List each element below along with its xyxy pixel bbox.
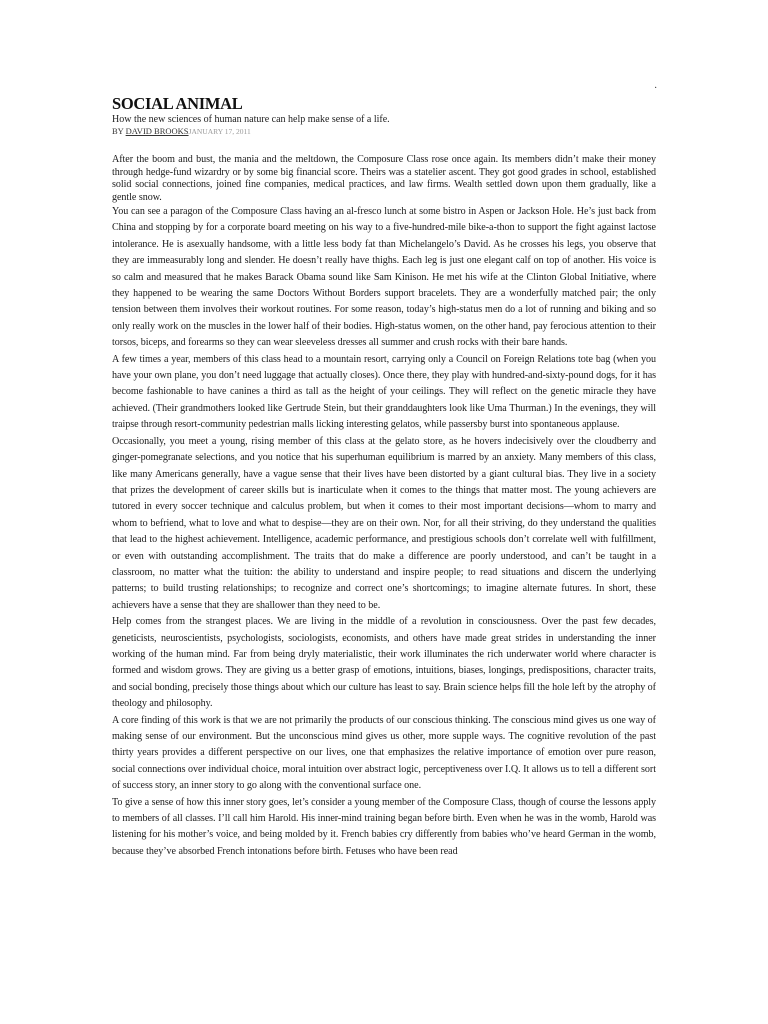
byline bbox=[112, 126, 656, 137]
body-paragraph: You can see a paragon of the Composure Class having an al-fresco lunch at some bistro in Aspen or Jackson Hole. He’s just back from China and stopping by for a corporate board meeting on his way to a five-hundred-mile bike-a-thon to support the fight against lactose intolerance. He is asexually handsome, with a little less body fat than Michelangelo’s David. As he crosses his legs, you observe that they are immeasurably long and slender. He doesn’t really have thighs. Each leg is just one elegant calf on top of another. His voice is so calm and measured that he makes Barack Obama sound like Sam Kinison. He met his wife at the Clinton Global Initiative, where they happened to be wearing the same Doctors Without Borders support bracelets. They are a wonderfully matched pair; the only tension between them involves their workout routines. For some reason, today’s high-status men do a lot of running and biking and so only really work on the muscles in the lower half of their bodies. High-status women, on the other hand, pay ferocious attention to their torsos, biceps, and forearms so they can wear sleeveless dresses all summer and crush rocks with their bare hands. bbox=[112, 206, 656, 349]
article-page bbox=[112, 94, 656, 860]
publish-date: JANUARY 17, 2011 bbox=[188, 127, 251, 136]
article-body bbox=[112, 154, 656, 860]
body-paragraph: Help comes from the strangest places. We are living in the middle of a revolution in consciousness. Over the past few decades, geneticists, neuroscientists, psychologists, sociologists, economists, and others have made great strides in understanding the inner working of the human mind. Far from being dryly materialistic, their work illuminates the rich underwater world where character is formed and wisdom grows. They are giving us a better grasp of emotions, intuitions, biases, longings, predispositions, character traits, and social bonding, precisely those things about which our culture has least to say. Brain science helps fill the hole left by the atrophy of theology and philosophy. bbox=[112, 616, 656, 710]
body-paragraph: A few times a year, members of this class head to a mountain resort, carrying only a Council on Foreign Relations tote bag (when you have your own plane, you don’t need luggage that actually closes). Once there, they play with hundred-and-sixty-pound dogs, for it has become fashionable to have canines a third as tall as the height of your ceilings. They will reflect on the genetic miracle they have achieved. (Their grandmothers looked like Gertrude Stein, but their granddaughters look like Uma Thurman.) In the evenings, they will traipse through resort-community pedestrian malls licking interesting gelatos, while passersby burst into spontaneous applause. bbox=[112, 353, 656, 431]
byline-prefix: BY bbox=[112, 126, 126, 136]
article-subtitle: How the new sciences of human nature can help make sense of a life. bbox=[112, 114, 390, 125]
article-title: SOCIAL ANIMAL bbox=[112, 94, 243, 113]
body-paragraph: A core finding of this work is that we are not primarily the products of our conscious thinking. The conscious mind gives us one way of making sense of our environment. But the unconscious mind gives us other, more supple ways. The cognitive revolution of the past thirty years provides a different perspective on our lives, one that emphasizes the relative importance of emotion over pure reason, social connections over individual choice, moral intuition over abstract logic, perceptiveness over I.Q. It allows us to tell a different sort of success story, an inner story to go along with the conventional surface one. bbox=[112, 714, 656, 792]
lead-paragraph: After the boom and bust, the mania and the meltdown, the Composure Class rose once again. Its members didn’t make their money through hedge-fund wizardry or by some big financial score. Theirs was a statelier ascent. They got good grades in school, established solid social connections, joined fine companies, medical practices, and law firms. Wealth settled down upon them gradually, like a gentle snow. bbox=[112, 154, 656, 203]
body-paragraph: Occasionally, you meet a young, rising member of this class at the gelato store, as he hovers indecisively over the cloudberry and ginger-pomegranate selections, and you notice that his superhuman equilibrium is marred by an anxiety. Many members of this class, like many Americans generally, have a vague sense that their lives have been distorted by a giant cultural bias. They live in a society that prizes the development of career skills but is inarticulate when it comes to the things that matter most. The young achievers are tutored in every soccer technique and calculus problem, but when it comes to their most important decisions—whom to marry and whom to befriend, what to love and what to despise—they are on their own. Nor, for all their striving, do they understand the qualities that lead to the highest achievement. Intelligence, academic performance, and prestigious schools don’t correlate well with fulfillment, or even with outstanding accomplishment. The traits that do make a difference are poorly understood, and can’t be taught in a classroom, no matter what the tuition: the ability to understand and inspire people; to read situations and discern the underlying patterns; to build trusting relationships; to recognize and correct one’s shortcomings; to imagine alternate futures. In short, these achievers have a sense that they are shallower than they need to be. bbox=[112, 435, 656, 611]
body-paragraph: To give a sense of how this inner story goes, let’s consider a young member of the Composure Class, though of course the lessons apply to members of all classes. I’ll call him Harold. His inner-mind training began before birth. Even when he was in the womb, Harold was listening for his mother’s voice, and being molded by it. French babies cry differently from babies who’ve heard German in the womb, because they’ve absorbed French intonations before birth. Fetuses who have been read bbox=[112, 796, 656, 857]
corner-dot-mark: · bbox=[654, 83, 658, 94]
author-link[interactable]: DAVID BROOKS bbox=[125, 126, 189, 136]
